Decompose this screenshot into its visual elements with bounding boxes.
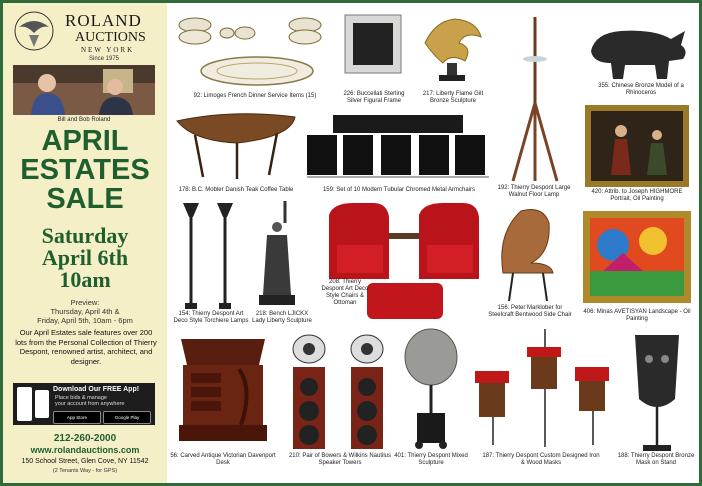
brand-name-line1: ROLAND: [65, 11, 142, 30]
lot-355-caption: 355: Chinese Bronze Model of a Rhinoceros: [598, 83, 684, 96]
brand-since: Since 1975: [89, 56, 120, 62]
owners-photo: [13, 65, 155, 115]
lot-406-caption: 406: Minas AVETISYAN Landscape - Oil Painting: [583, 309, 691, 322]
bronze-rhinoceros-image: [585, 17, 693, 83]
buccellati-frame-image: [343, 13, 403, 75]
app-promo[interactable]: [13, 383, 155, 425]
contact-address: 150 School Street, Glen Cove, NY 11542: [21, 458, 149, 465]
nautilus-speakers-image: [285, 333, 395, 453]
brand-name-line2: AUCTIONS: [75, 30, 146, 45]
davenport-desk-image: [173, 329, 273, 447]
limoges-dinner-service-image: [175, 13, 335, 91]
liberty-flame-sculpture-image: [415, 13, 487, 85]
mixed-sculpture-image: [401, 327, 463, 451]
brand-name-line3: NEW YORK: [81, 46, 135, 54]
tubular-armchairs-image: [303, 111, 493, 189]
lot-210-caption: 210: Pair of Bowers & Wilkins Nautilus Speaker Towers: [288, 453, 392, 466]
lot-187-caption: 187: Thierry Despont Custom Designed Iron & Wood Masks: [482, 453, 600, 466]
lot-156-caption: 156: Peter Marklober for Steelcraft Bentwood Side Chair: [488, 305, 572, 318]
sale-description: Our April Estates sale features over 200 lots from the Personal Collection of Thierry Despont, renowned artist, architect, and designer.: [15, 328, 157, 366]
lot-208-caption: 208: Thierry Despont Art Deco Style Chairs & Ottoman: [321, 279, 369, 306]
contact-website[interactable]: www.rolandauctions.com: [30, 445, 140, 455]
lot-401-caption: 401: Thierry Despont Mixed Sculpture: [394, 453, 468, 466]
lady-liberty-sculpture-image: [255, 199, 305, 307]
preview-info: [11, 298, 159, 325]
title-line2: ESTATES: [20, 154, 150, 186]
bronze-mask-on-stand-image: [629, 329, 685, 455]
title-line1: APRIL: [41, 125, 129, 157]
photo-caption: Bill and Bob Roland: [57, 117, 111, 123]
preview-line2: Friday, April 5th, 10am - 6pm: [37, 316, 133, 325]
lot-420-caption: 420: Attrib. to Joseph HIGHMORE Portrait, Oil Painting: [591, 189, 683, 202]
lot-188-caption: 188: Thierry Despont Bronze Mask on Stand: [617, 453, 695, 466]
lot-192-caption: 192: Thierry Despont Large Walnut Floor Lamp: [497, 185, 571, 198]
sale-info-panel: [3, 3, 167, 483]
app-title: Download Our FREE App!: [53, 386, 140, 393]
lot-154-caption: 154: Thierry Despont Art Deco Style Torchiere Lamps: [173, 311, 249, 324]
google-play-badge[interactable]: Google Play: [103, 411, 151, 424]
walnut-floor-lamp-image: [505, 13, 565, 183]
bentwood-side-chair-image: [491, 203, 561, 303]
lot-159-caption: 159: Set of 10 Modern Tubular Chromed Metal Armchairs: [322, 187, 476, 193]
preview-line1: Thursday, April 4th &: [50, 307, 120, 316]
lot-56-caption: 56: Carved Antique Victorian Davenport Desk: [170, 453, 276, 466]
deco-chairs-ottoman-image: [323, 199, 485, 329]
title-line3: SALE: [46, 183, 124, 215]
preview-label: Preview:: [70, 298, 100, 307]
lot-218-caption: 218: Bench LJICKX Lady Liberty Sculpture: [252, 311, 312, 324]
app-store-badge[interactable]: App Store: [53, 411, 101, 424]
roland-logo: [11, 9, 161, 61]
lot-217-caption: 217: Liberty Flame Gilt Bronze Sculpture: [422, 91, 484, 104]
torchiere-lamps-image: [179, 199, 239, 311]
lot-178-caption: 178: B.C. Mobler Danish Teak Coffee Table: [178, 187, 294, 193]
lot-92-caption: 92: Limoges French Dinner Service Items (15): [193, 93, 317, 99]
contact-address-note: (2 Tenants Way - for GPS): [52, 468, 118, 474]
avetisyan-landscape-image: [583, 211, 691, 303]
lot-226-caption: 226: Buccellati Sterling Silver Figural Frame: [343, 91, 405, 104]
contact-phone[interactable]: 212-260-2000: [53, 433, 117, 444]
sale-date: [3, 225, 167, 291]
highmore-portrait-image: [585, 105, 689, 187]
app-line1: Place bids & manage: [55, 395, 107, 401]
eagle-seal-icon: [11, 9, 57, 53]
sale-title: [3, 127, 167, 214]
iron-wood-masks-image: [465, 327, 615, 451]
app-subtitle: [55, 395, 124, 407]
teak-coffee-table-image: [173, 107, 299, 179]
phone-icon: [17, 387, 32, 421]
sale-time: 10am: [59, 267, 111, 292]
sale-date-text: April 6th: [41, 245, 129, 270]
app-line2: your account from anywhere: [55, 401, 125, 407]
sale-day: Saturday: [41, 223, 129, 248]
phone-icon-2: [35, 390, 49, 418]
